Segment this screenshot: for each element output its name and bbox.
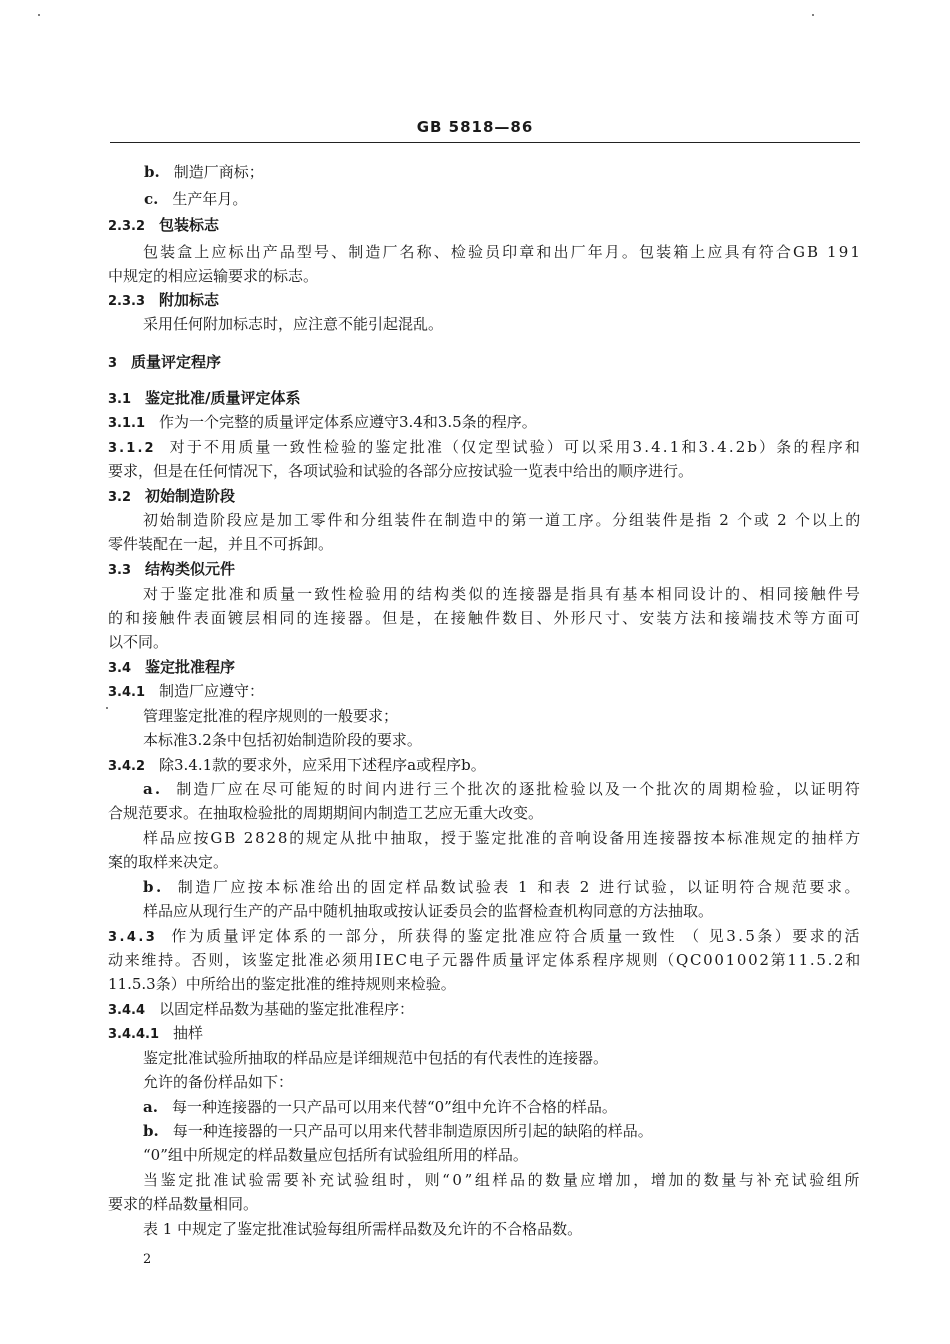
paragraph-line: 3.4.3 作为质量评定体系的一部分，所获得的鉴定批准应符合质量一致性 （ 见3.5条）要求的活 — [108, 927, 862, 945]
scan-speck — [106, 707, 108, 709]
standard-header: GB 5818—86 — [416, 118, 534, 136]
paragraph-line: 初始制造阶段应是加工零件和分组装件在制造中的第一道工序。分组装件是指 2 个或 2 个以上的 — [143, 511, 862, 529]
paragraph-line: “0”组中所规定的样品数量应包括所有试验组所用的样品。 — [143, 1146, 528, 1164]
paragraph-line: 管理鉴定批准的程序规则的一般要求； — [143, 707, 399, 725]
paragraph-line: 本标准3.2条中包括初始制造阶段的要求。 — [143, 731, 422, 749]
paragraph-line: 要求，但是在任何情况下，各项试验和试验的各部分应按试验一览表中给出的顺序进行。 — [108, 462, 694, 480]
paragraph-line: 零件装配在一起，并且不可拆卸。 — [108, 535, 334, 553]
paragraph-line: 以不同。 — [108, 633, 169, 651]
paragraph-line: 11.5.3条）中所给出的鉴定批准的维持规则来检验。 — [108, 975, 456, 993]
paragraph-line: 3.1.1 作为一个完整的质量评定体系应遵守3.4和3.5条的程序。 — [108, 413, 537, 431]
list-item: b. 制造厂商标； — [144, 163, 264, 181]
section-heading: 3.4 鉴定批准程序 — [108, 658, 236, 676]
header-rule — [110, 142, 860, 143]
paragraph-line: 3.4.1 制造厂应遵守： — [108, 682, 265, 700]
paragraph-line: 合规范要求。在抽取检验批的周期期间内制造工艺应无重大改变。 — [108, 804, 544, 822]
paragraph-line: 3.4.4.1 抽样 — [108, 1024, 204, 1042]
section-heading: 3.3 结构类似元件 — [108, 560, 236, 578]
paragraph-line: 3.4.2 除3.4.1款的要求外，应采用下述程序a或程序b。 — [108, 756, 486, 774]
paragraph-line: 要求的样品数量相同。 — [108, 1195, 259, 1213]
section-heading: 2.3.2 包装标志 — [108, 216, 220, 234]
paragraph-line: 允许的备份样品如下： — [143, 1073, 294, 1091]
section-heading: 3.2 初始制造阶段 — [108, 487, 236, 505]
paragraph-line: 中规定的相应运输要求的标志。 — [108, 267, 319, 285]
scan-speck — [812, 14, 814, 16]
list-item: a. 每一种连接器的一只产品可以用来代替“0”组中允许不合格的样品。 — [143, 1098, 617, 1116]
list-item: c. 生产年月。 — [144, 190, 248, 208]
paragraph-line: a. 制造厂应在尽可能短的时间内进行三个批次的逐批检验以及一个批次的周期检验，以证明符 — [143, 780, 862, 798]
paragraph-line: 采用任何附加标志时，应注意不能引起混乱。 — [143, 315, 444, 333]
paragraph-line: 动来维持。否则，该鉴定批准必须用IEC电子元器件质量评定体系程序规则（QC001002第11.5.2和 — [108, 951, 863, 969]
list-item: b. 每一种连接器的一只产品可以用来代替非制造原因所引起的缺陷的样品。 — [143, 1122, 653, 1140]
scan-speck — [38, 14, 40, 16]
paragraph-line: 的和接触件表面镀层相同的连接器。但是，在接触件数目、外形尺寸、安装方法和接端技术等方面可 — [108, 609, 862, 627]
paragraph-line: 表 1 中规定了鉴定批准试验每组所需样品数及允许的不合格品数。 — [143, 1220, 583, 1238]
paragraph-line: 3.1.2 对于不用质量一致性检验的鉴定批准（仅定型试验）可以采用3.4.1和3.4.2b）条的程序和 — [108, 438, 863, 456]
paragraph-line: 包装盒上应标出产品型号、制造厂名称、检验员印章和出厂年月。包装箱上应具有符合GB 191 — [143, 243, 862, 261]
paragraph-line: 案的取样来决定。 — [108, 853, 229, 871]
paragraph-line: 当鉴定批准试验需要补充试验组时，则“0”组样品的数量应增加，增加的数量与补充试验组所 — [143, 1171, 863, 1189]
paragraph-line: 样品应从现行生产的产品中随机抽取或按认证委员会的监督检查机构同意的方法抽取。 — [143, 902, 714, 920]
paragraph-line: 对于鉴定批准和质量一致性检验用的结构类似的连接器是指具有基本相同设计的、相同接触件号 — [143, 585, 863, 603]
paragraph-line: 3.4.4 以固定样品数为基础的鉴定批准程序： — [108, 1000, 415, 1018]
page-number: 2 — [143, 1252, 152, 1267]
chapter-heading: 3 质量评定程序 — [108, 353, 222, 371]
section-heading: 3.1 鉴定批准/质量评定体系 — [108, 389, 301, 407]
paragraph-line: 鉴定批准试验所抽取的样品应是详细规范中包括的有代表性的连接器。 — [143, 1049, 609, 1067]
paragraph-line: b. 制造厂应按本标准给出的固定样品数试验表 1 和表 2 进行试验，以证明符合规范要求。 — [143, 878, 862, 896]
paragraph-line: 样品应按GB 2828的规定从批中抽取，授于鉴定批准的音响设备用连接器按本标准规定的抽样方 — [143, 829, 862, 847]
section-heading: 2.3.3 附加标志 — [108, 291, 220, 309]
